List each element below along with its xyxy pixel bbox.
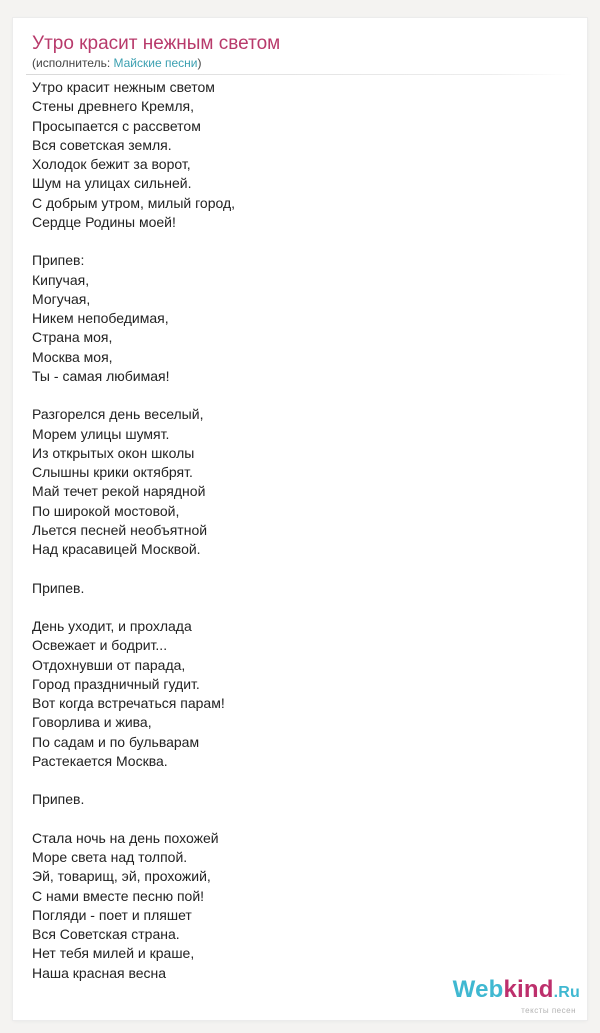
artist-line xyxy=(32,55,201,71)
lyric-line: Страна моя, xyxy=(32,329,113,346)
stanza-gap xyxy=(32,232,235,251)
lyric-line: Припев. xyxy=(32,791,85,808)
lyric-line: Сердце Родины моей! xyxy=(32,213,176,230)
lyric-line: Город праздничный гудит. xyxy=(32,675,200,692)
lyric-line: Стены древнего Кремля, xyxy=(32,98,194,115)
lyric-line: Стала ночь на день похожей xyxy=(32,829,219,846)
logo-kind-text: kind xyxy=(503,976,554,1003)
lyric-line: Из открытых окон школы xyxy=(32,444,195,461)
song-title: Утро красит нежным светом xyxy=(32,33,281,54)
lyric-line: Слышны крики октябрят. xyxy=(32,464,193,480)
lyric-line: Холодок бежит за ворот, xyxy=(32,156,191,172)
stanza-gap xyxy=(32,386,235,405)
lyric-line: День уходит, и прохлада xyxy=(32,618,192,634)
lyrics-block xyxy=(32,78,235,983)
artist-prefix: (исполнитель: xyxy=(32,56,114,70)
lyric-line: Наша красная весна xyxy=(32,964,167,981)
lyric-line: Освежает и бодрит... xyxy=(32,637,168,654)
artist-link[interactable]: Майские песни xyxy=(113,56,198,70)
stanza-gap xyxy=(32,771,235,790)
lyric-line: С добрым утром, милый город, xyxy=(32,194,236,211)
lyric-line: Москва моя, xyxy=(32,348,113,365)
webkind-logo[interactable] xyxy=(453,977,580,1015)
lyric-line: Морем улицы шумят. xyxy=(32,425,170,442)
lyric-line: Припев. xyxy=(32,579,85,596)
lyric-line: Вся Советская страна. xyxy=(32,926,180,942)
lyric-line: Море света над толпой. xyxy=(32,849,188,865)
lyric-line: Просыпается с рассветом xyxy=(32,117,201,134)
lyric-line: Льется песней необъятной xyxy=(32,521,208,538)
logo-wordmark xyxy=(453,977,580,1006)
lyric-line: Шум на улицах сильней. xyxy=(32,175,192,192)
lyric-line: Нет тебя милей и краше, xyxy=(32,945,195,962)
lyric-line: Май течет рекой нарядной xyxy=(32,483,206,500)
lyric-line: Говорлива и жива, xyxy=(32,714,152,731)
lyric-line: С нами вместе песню пой! xyxy=(32,887,205,904)
lyric-line: Кипучая, xyxy=(32,271,90,288)
lyric-line: Погляди - поет и пляшет xyxy=(32,906,192,923)
lyric-line: Утро красит нежным светом xyxy=(32,79,215,95)
lyric-line: Припев: xyxy=(32,252,85,269)
logo-tagline: тексты песен xyxy=(521,1006,576,1015)
lyric-line: Над красавицей Москвой. xyxy=(32,541,201,557)
lyric-line: Вот когда встречаться парам! xyxy=(32,695,225,711)
logo-web-text: Web xyxy=(452,976,504,1003)
stanza-gap xyxy=(32,559,235,578)
lyric-line: Отдохнувши от парада, xyxy=(32,656,186,673)
lyric-line: Растекается Москва. xyxy=(32,752,168,769)
lyric-line: Могучая, xyxy=(32,290,91,307)
stanza-gap xyxy=(32,598,235,617)
logo-ru-text: .Ru xyxy=(553,984,580,1001)
lyric-line: Никем непобедимая, xyxy=(32,310,169,326)
lyric-line: По широкой мостовой, xyxy=(32,502,180,519)
lyric-line: По садам и по бульварам xyxy=(32,733,200,750)
title-divider xyxy=(26,74,572,75)
lyric-line: Эй, товарищ, эй, прохожий, xyxy=(32,868,211,885)
lyric-line: Ты - самая любимая! xyxy=(32,367,170,384)
lyric-line: Разгорелся день веселый, xyxy=(32,406,204,423)
artist-suffix: ) xyxy=(197,56,202,70)
stanza-gap xyxy=(32,810,235,829)
lyric-line: Вся советская земля. xyxy=(32,136,172,153)
